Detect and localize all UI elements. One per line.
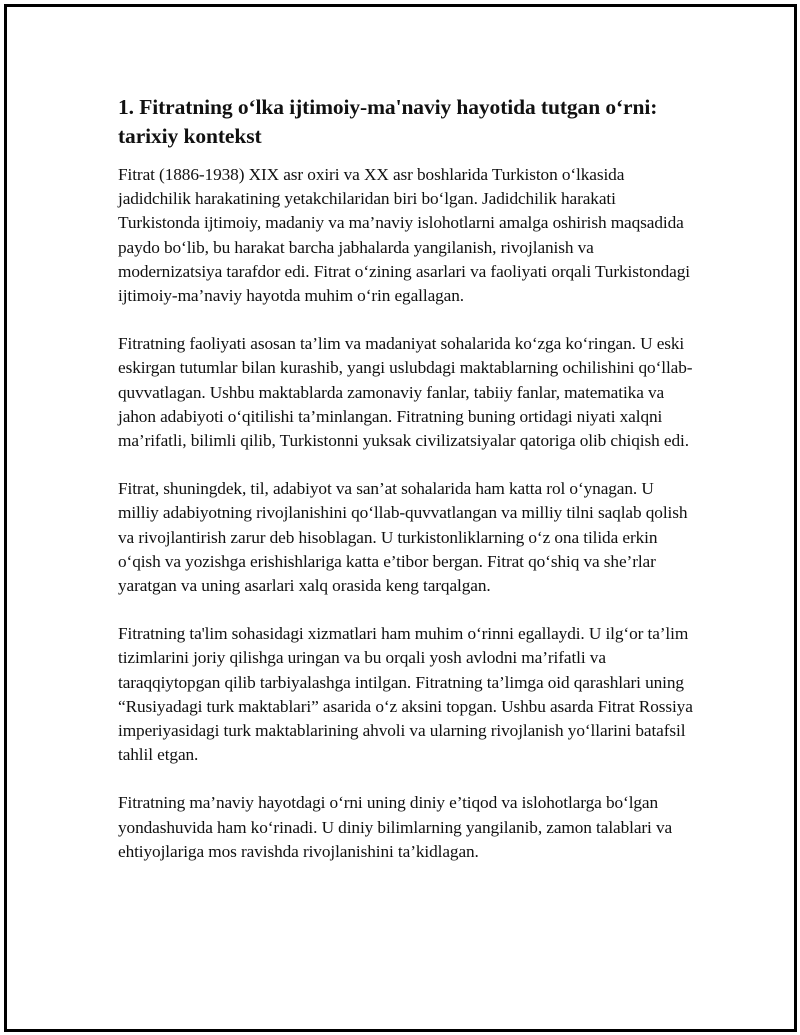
- paragraph-3: Fitrat, shuningdek, til, adabiyot va san’at sohalarida ham katta rol o‘ynagan. U milliy adabiyotning rivojlanishini qo‘llab-quvvatlangan va milliy tilni saqlab qolish va rivojlantirish zarur deb hisoblagan. U turkistonliklarning o‘z ona tilida erkin o‘qish va yozishga erishishlariga katta e’tibor bergan. Fitrat qo‘shiq va she’rlar yaratgan va uning asarlari xalq orasida keng tarqalgan.: [118, 479, 688, 596]
- section-title: 1. Fitratning o‘lka ijtimoiy-ma'naviy hayotida tutgan o‘rni: tarixiy kontekst: [118, 95, 658, 148]
- document-body: [118, 93, 698, 888]
- paragraph-5: Fitratning ma’naviy hayotdagi o‘rni uning diniy e’tiqod va islohotlarga bo‘lgan yondashuvida ham ko‘rinadi. U diniy bilimlarning yangilanib, zamon talablari va ehtiyojlariga mos ravishda rivojlanishini ta’kidlagan.: [118, 793, 673, 861]
- paragraph-4: Fitratning ta'lim sohasidagi xizmatlari ham muhim o‘rinni egallaydi. U ilg‘or ta’lim tizimlarini joriy qilishga uringan va bu orqali yosh avlodni ma’rifatli va taraqqiytopgan qilib tarbiyalashga intilgan. Fitratning ta’limga oid qarashlari uning “Rusiyadagi turk maktablari” asarida o‘z aksini topgan. Ushbu asarda Fitrat Rossiya imperiyasidagi turk maktablarining ahvoli va ularning rivojlanish yo‘llarini batafsil tahlil etgan.: [118, 624, 693, 765]
- paragraph-1: Fitrat (1886-1938) XIX asr oxiri va XX asr boshlarida Turkiston o‘lkasida jadidchilik harakatining yetakchilaridan biri bo‘lgan. Jadidchilik harakati Turkistonda ijtimoiy, madaniy va ma’naviy islohotlarni amalga oshirish maqsadida paydo bo‘lib, bu harakat barcha jabhalarda yangilanish, rivojlanish va modernizatsiya tarafdor edi. Fitrat o‘zining asarlari va faoliyati orqali Turkistondagi ijtimoiy-ma’naviy hayotda muhim o‘rin egallagan.: [118, 165, 690, 306]
- paragraph-2: Fitratning faoliyati asosan ta’lim va madaniyat sohalarida ko‘zga ko‘ringan. U eski eskirgan tutumlar bilan kurashib, yangi uslubdagi maktablarning ochilishini qo‘llab-quvvatlagan. Ushbu maktablarda zamonaviy fanlar, tabiiy fanlar, matematika va jahon adabiyoti o‘qitilishi ta’minlangan. Fitratning buning ortidagi niyati xalqni ma’rifatli, bilimli qilib, Turkistonni yuksak civilizatsiyalar qatoriga olib chiqish edi.: [118, 334, 693, 451]
